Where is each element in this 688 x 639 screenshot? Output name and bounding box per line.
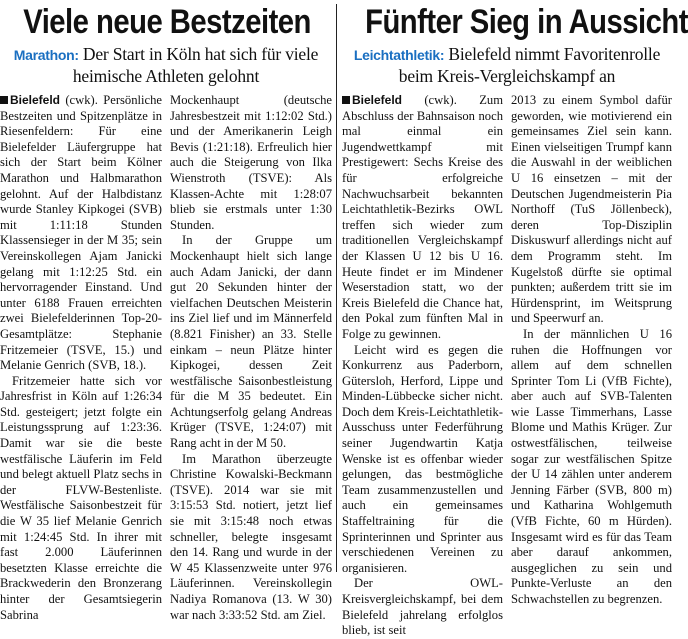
paragraph	[342, 93, 503, 343]
headline-right: Fünfter Sieg in Aussicht	[365, 3, 688, 41]
paragraph: In der Gruppe um Mockenhaupt hielt sich lange auch Adam Janicki, der dann gut 20 Sekunden hinter der vielfachen Deutschen Meisterin ins Ziel lief und im Männerfeld (8.821 Finisher) an 33. Stelle einkam – neun Plätze hinter Kipkogei, dessen Zeit westfälische Saisonbestleistung für die M 35 bedeutet. Ein Achtungserfolg gelang Andreas Krüger (TSVE, 1:24:07) mit Rang acht in der M 50.	[170, 233, 332, 451]
paragraph: In der männlichen U 16 ruhen die Hoffnungen vor allem auf dem schnellen Sprinter Tom Li (VfB Fichte), aber auch auf SVB-Talenten wie Lasse Timmerhans, Lasse Blome und Mathis Krüger. Zur ostwestfälischen, teilweise sogar zur westfälischen Spitze der U 14 zählen unter anderem Jenning Färber (SVB, 800 m) und Katharina Wohlgemuth (VfB Fichte, 60 m Hürden). Insgesamt wird es für das Team aber darauf ankommen, ausgeglichen zu sein und Punkte-Verluste an den Schwachstellen zu begrenzen.	[511, 326, 672, 606]
article-leichtathletik	[342, 0, 688, 638]
paragraph: Im Marathon überzeugte Christine Kowalski-Beckmann (TSVE). 2014 war sie mit 3:15:53 Std. notiert, jetzt lief sie mit 3:15:48 noch etwas schneller, belegte insgesamt den 14. Rang und wurde in der W 45 Klassenzweite unter 976 Läuferinnen. Vereinskollegin Nadiya Romanova (13. W 30) war nach 3:33:52 Std. am Ziel.	[170, 451, 332, 622]
columns-right	[342, 93, 672, 639]
article-marathon	[0, 0, 332, 622]
subhead-right	[348, 44, 666, 87]
paragraph: Fritzemeier hatte sich vor Jahresfrist in Köln auf 1:26:34 Std. gesteigert; jetzt folgte ein Leistungssprung auf 1:23:36. Damit war sie die beste westfälische Läuferin im Feld und belegt aktuell Platz sechs in der FLVW-Bestenliste. Westfälische Saisonbestzeit für die W 35 lief Melanie Genrich mit 1:24:45 Std. In ihrer mit fast 2.000 Läuferinnen besetzten Klasse erreichte die Brackwederin den Bronzerang hinter der Gesamtsiegerin Sabrina	[0, 373, 162, 622]
column-left-2	[170, 93, 332, 623]
paragraph: Mockenhaupt (deutsche Jahresbestzeit mit 1:12:02 Std.) und der Amerikanerin Leigh Bevis (1:21:18). Erfreulich hier auch die Steigerung von Ilka Wienstroth (TSVE): Als Klassen-Achte mit 1:28:07 blieb sie erstmals unter 1:30 Stunden.	[170, 93, 332, 232]
column-right-2	[511, 93, 672, 639]
columns-left	[0, 93, 332, 623]
column-left-1	[0, 93, 162, 623]
column-divider	[336, 4, 337, 572]
subhead-left	[6, 44, 326, 87]
dateline-place: Bielefeld	[352, 93, 403, 107]
column-right-1	[342, 93, 503, 639]
paragraph: 2013 zu einem Symbol dafür geworden, wie motivierend ein gemeinsames Ziel sein kann. Einen vielseitigen Trumpf kann die Auswahl in der weiblichen U 16 einsetzen – mit der Deutschen Jugendmeisterin Pia Northoff (TuS Jöllenbeck), deren Top-Disziplin Diskuswurf allerdings nicht auf dem Programm steht. Im Kugelstoß dürfte sie optimal punkten; außerdem tritt sie im Hürdensprint, im Weitsprung und Speerwurf an.	[511, 93, 672, 326]
paragraph-text: (cwk). Persönliche Bestzeiten und Spitzenplätze in Riesenfeldern: Für eine Bielefelder Läufergruppe hat sich der Start beim Kölner Marathon und Halbmarathon gelohnt. Auf der Halbdistanz wurde Stanley Kipkogei (SVB) mit 1:11:18 Stunden Klassensieger in der M 35; sein Vereinskollegen Ajam Janicki gelang mit 1:12:25 Std. ein hervorragender Einstand. Und unter 6188 Frauen erreichten zwei Bielefelderinnen Top-20-Gesamtplätze: Stephanie Fritzemeier (TSVE, 15.) und Melanie Genrich (SVB, 18.).	[0, 93, 162, 373]
dateline-place: Bielefeld	[10, 93, 61, 107]
paragraph: Leicht wird es gegen die Konkurrenz aus Paderborn, Gütersloh, Herford, Lippe und Minden-Lübbecke sicher nicht. Doch dem Kreis-Leichtathletik-Ausschuss unter Federführung seiner Jugendwartin Katja Wenske ist es offenbar wieder gelungen, das bestmögliche Team zusammenzustellen und auch ein gemeinsames Staffeltraining für die Sprinterinnen und Sprinter aus verschiedenen Vereinen zu organisieren.	[342, 342, 503, 575]
paragraph	[0, 93, 162, 374]
dateline-square-icon	[342, 96, 350, 104]
kicker-right: Leichtathletik:	[353, 47, 445, 63]
subhead-left-text: Der Start in Köln hat sich für viele heimische Athleten gelohnt	[72, 44, 319, 86]
paragraph-text: (cwk). Zum Abschluss der Bahnsaison noch mal einmal ein Jugendwettkampf mit Prestigewert: Sechs Kreise des für erfolgreiche Nachwuchsarbeit bekannten Leichtathletik-Bezirks OWL treffen sich wieder zum traditionellen Vergleichskampf der Klassen U 12 bis U 16. Heute findet er im Mindener Weserstadion statt, wo der Kreis Bielefeld die Chance hat, den Pokal zum fünften Mal in Folge zu gewinnen.	[342, 93, 503, 341]
kicker-left: Marathon:	[13, 47, 79, 63]
headline-left: Viele neue Bestzeiten	[23, 3, 311, 41]
dateline-square-icon	[0, 96, 8, 104]
paragraph: Der OWL-Kreisvergleichskampf, bei dem Bielefeld jahrelang erfolglos blieb, ist seit	[342, 576, 503, 638]
subhead-right-text: Bielefeld nimmt Favoritenrolle beim Kreis-Vergleichskampf an	[398, 44, 661, 86]
